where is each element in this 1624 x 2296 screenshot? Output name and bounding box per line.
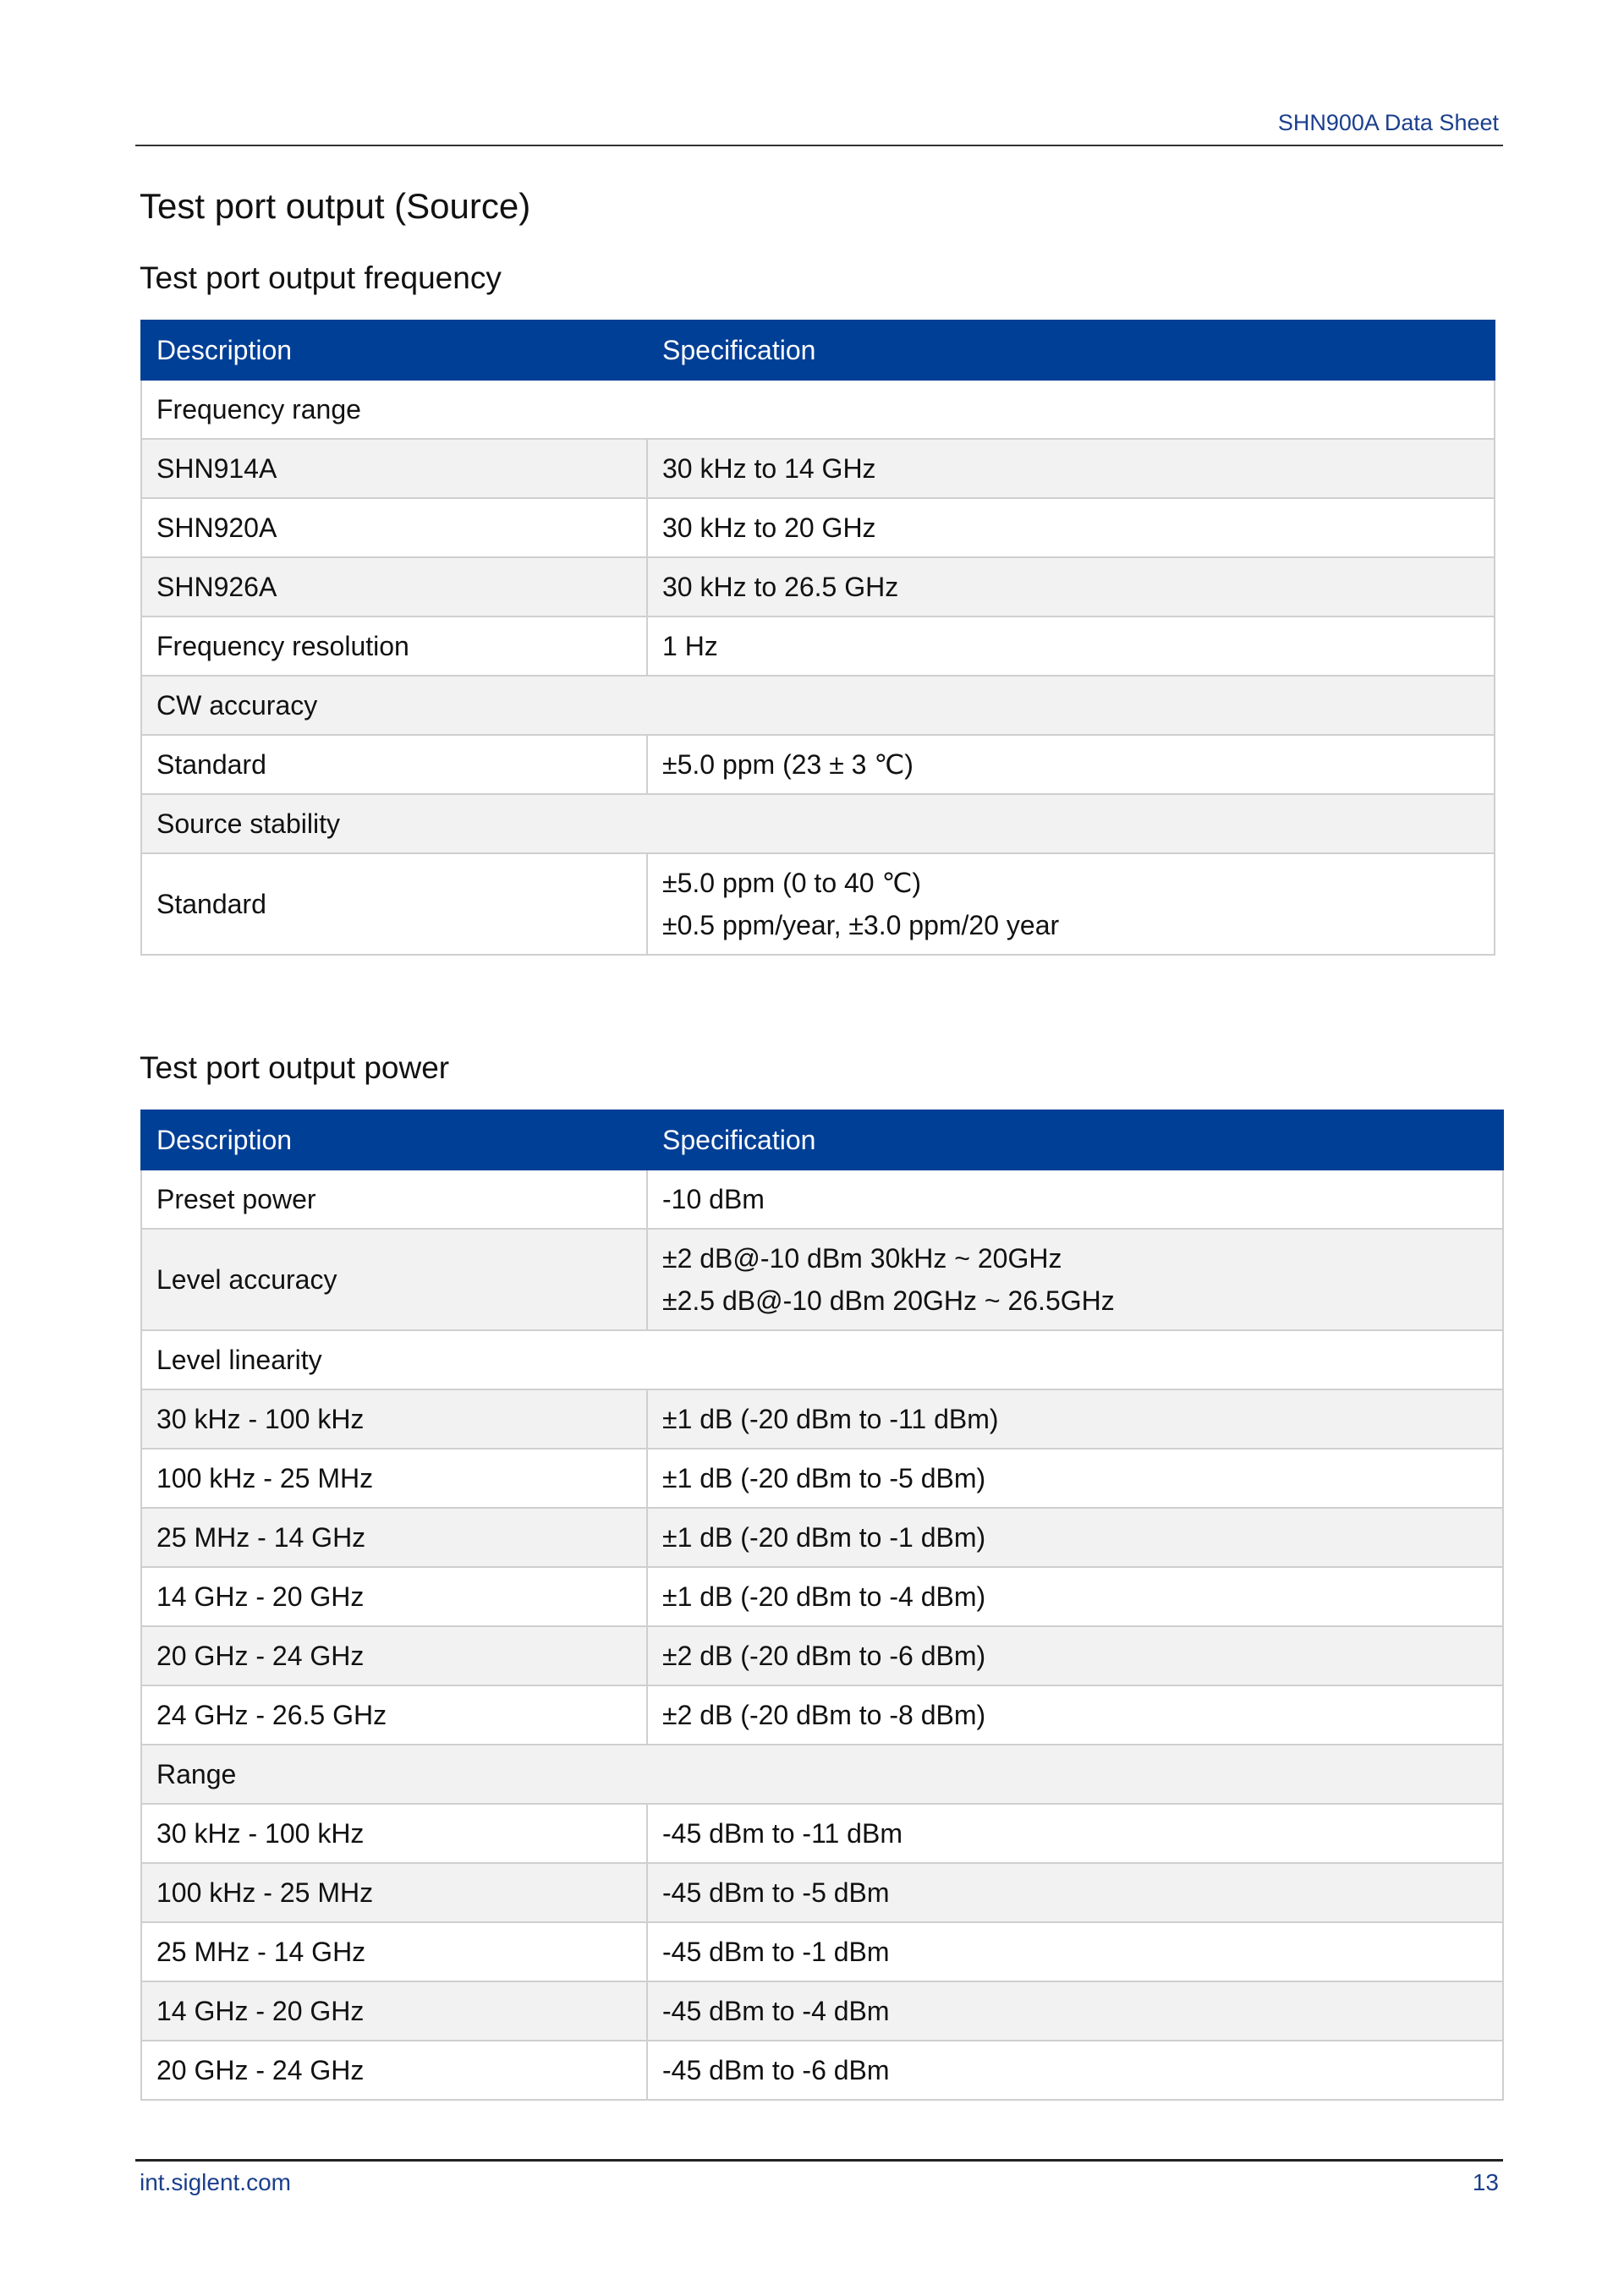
row-category: Source stability (141, 794, 1495, 853)
table-row (141, 794, 1495, 853)
row-description: Preset power (141, 1170, 647, 1229)
table-row (141, 853, 1495, 955)
row-specification: -45 dBm to -5 dBm (647, 1863, 1503, 1922)
row-description: 25 MHz - 14 GHz (141, 1922, 647, 1981)
row-description: 20 GHz - 24 GHz (141, 1626, 647, 1685)
row-specification: -45 dBm to -11 dBm (647, 1804, 1503, 1863)
row-specification (647, 1229, 1503, 1330)
spec-line: ±5.0 ppm (0 to 40 ℃) (662, 868, 922, 898)
row-description: 100 kHz - 25 MHz (141, 1863, 647, 1922)
spec-line: ±2 dB@-10 dBm 30kHz ~ 20GHz (662, 1243, 1062, 1274)
table-row (141, 1330, 1503, 1389)
table-header-row (141, 321, 1495, 380)
row-description: SHN920A (141, 498, 647, 557)
table-row (141, 1626, 1503, 1685)
table-row (141, 498, 1495, 557)
document-title: SHN900A Data Sheet (1277, 110, 1499, 135)
column-header-description: Description (141, 1110, 647, 1170)
row-description: 30 kHz - 100 kHz (141, 1804, 647, 1863)
footer-divider (135, 2159, 1503, 2162)
row-specification: ±5.0 ppm (23 ± 3 ℃) (647, 735, 1495, 794)
table-row (141, 1508, 1503, 1567)
row-description: 100 kHz - 25 MHz (141, 1449, 647, 1508)
table-row (141, 1389, 1503, 1449)
row-description: 14 GHz - 20 GHz (141, 1981, 647, 2041)
row-specification: 30 kHz to 26.5 GHz (647, 557, 1495, 616)
row-specification: 30 kHz to 14 GHz (647, 439, 1495, 498)
row-specification: ±1 dB (-20 dBm to -5 dBm) (647, 1449, 1503, 1508)
table-row (141, 439, 1495, 498)
section-title: Test port output (Source) (140, 186, 531, 226)
row-category: Range (141, 1745, 1503, 1804)
row-specification: -45 dBm to -6 dBm (647, 2041, 1503, 2100)
table-header-row (141, 1110, 1503, 1170)
row-specification: ±1 dB (-20 dBm to -4 dBm) (647, 1567, 1503, 1626)
row-specification: -10 dBm (647, 1170, 1503, 1229)
table-row (141, 616, 1495, 676)
row-specification: ±1 dB (-20 dBm to -1 dBm) (647, 1508, 1503, 1567)
row-description: SHN926A (141, 557, 647, 616)
row-specification: 1 Hz (647, 616, 1495, 676)
row-description: 20 GHz - 24 GHz (141, 2041, 647, 2100)
footer-website-link[interactable]: int.siglent.com (140, 2169, 291, 2195)
column-header-specification: Specification (647, 1110, 1503, 1170)
table-row (141, 2041, 1503, 2100)
table-row (141, 1922, 1503, 1981)
row-specification: ±2 dB (-20 dBm to -6 dBm) (647, 1626, 1503, 1685)
row-specification: -45 dBm to -4 dBm (647, 1981, 1503, 2041)
row-specification (647, 853, 1495, 955)
row-description: Standard (141, 735, 647, 794)
frequency-table (140, 320, 1495, 956)
spec-line: ±2.5 dB@-10 dBm 20GHz ~ 26.5GHz (662, 1285, 1115, 1316)
spec-line: ±0.5 ppm/year, ±3.0 ppm/20 year (662, 910, 1060, 940)
row-specification: -45 dBm to -1 dBm (647, 1922, 1503, 1981)
table-row (141, 1229, 1503, 1330)
power-table (140, 1110, 1504, 2101)
table-row (141, 735, 1495, 794)
table-row (141, 557, 1495, 616)
row-category: CW accuracy (141, 676, 1495, 735)
row-category: Frequency range (141, 380, 1495, 439)
row-description: 30 kHz - 100 kHz (141, 1389, 647, 1449)
table-row (141, 1449, 1503, 1508)
table-row (141, 676, 1495, 735)
table-row (141, 1804, 1503, 1863)
column-header-specification: Specification (647, 321, 1495, 380)
power-subtitle: Test port output power (140, 1050, 450, 1085)
frequency-subtitle: Test port output frequency (140, 260, 502, 295)
row-description: SHN914A (141, 439, 647, 498)
table-row (141, 1170, 1503, 1229)
table-row (141, 1685, 1503, 1745)
table-row (141, 1567, 1503, 1626)
row-specification: ±2 dB (-20 dBm to -8 dBm) (647, 1685, 1503, 1745)
page-number: 13 (1472, 2169, 1499, 2195)
row-description: 25 MHz - 14 GHz (141, 1508, 647, 1567)
header-divider (135, 145, 1503, 146)
table-row (141, 1863, 1503, 1922)
table-row (141, 1981, 1503, 2041)
table-row (141, 380, 1495, 439)
row-description: Frequency resolution (141, 616, 647, 676)
row-description: 14 GHz - 20 GHz (141, 1567, 647, 1626)
row-specification: ±1 dB (-20 dBm to -11 dBm) (647, 1389, 1503, 1449)
table-row (141, 1745, 1503, 1804)
row-description: Standard (141, 853, 647, 955)
row-specification: 30 kHz to 20 GHz (647, 498, 1495, 557)
row-category: Level linearity (141, 1330, 1503, 1389)
row-description: Level accuracy (141, 1229, 647, 1330)
column-header-description: Description (141, 321, 647, 380)
row-description: 24 GHz - 26.5 GHz (141, 1685, 647, 1745)
